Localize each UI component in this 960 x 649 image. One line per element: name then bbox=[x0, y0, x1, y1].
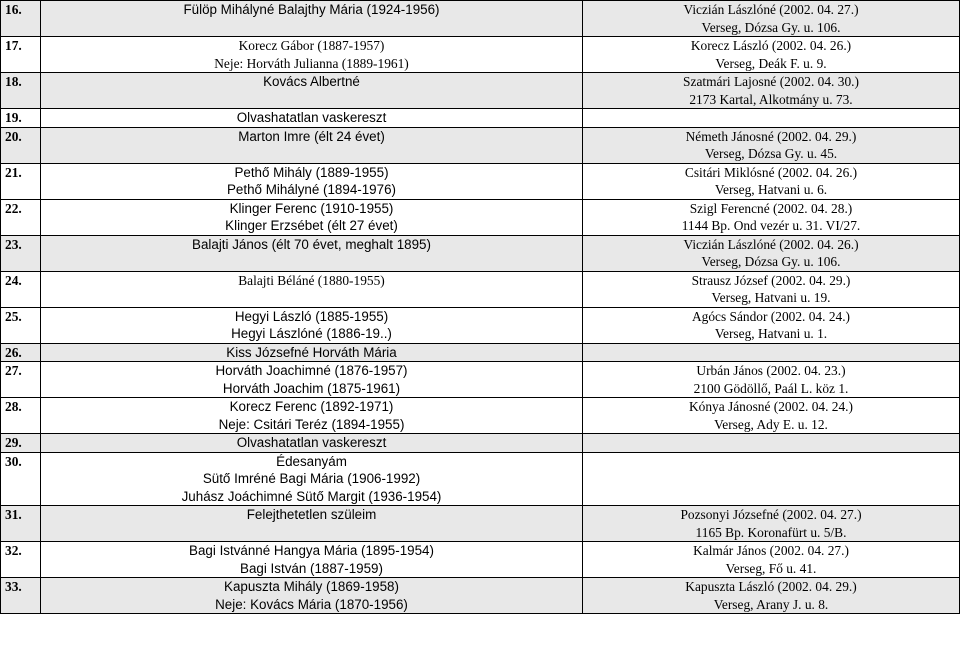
informant-line: 2173 Kartal, Alkotmány u. 73. bbox=[689, 91, 853, 107]
table-row bbox=[1, 37, 960, 73]
informant-line: Verseg, Ady E. u. 12. bbox=[714, 416, 828, 432]
informant-line: Németh Jánosné (2002. 04. 29.) bbox=[685, 128, 857, 144]
table-row bbox=[1, 506, 960, 542]
row-number-cell bbox=[1, 37, 41, 73]
deceased-cell bbox=[41, 398, 583, 434]
deceased-cell bbox=[41, 506, 583, 542]
informant-line: Szigl Ferencné (2002. 04. 28.) bbox=[689, 200, 853, 216]
row-number: 30. bbox=[5, 453, 22, 469]
deceased-cell bbox=[41, 37, 583, 73]
table-row bbox=[1, 343, 960, 362]
informant-line: Verseg, Dózsa Gy. u. 106. bbox=[701, 254, 841, 269]
table-row bbox=[1, 199, 960, 235]
informant-cell bbox=[583, 109, 960, 128]
deceased-cell bbox=[41, 109, 583, 128]
row-number-cell bbox=[1, 307, 41, 343]
informant-line: Verseg, Hatvani u. 1. bbox=[714, 326, 828, 341]
informant-cell bbox=[583, 1, 960, 37]
informant-line: Agócs Sándor (2002. 04. 24.) bbox=[691, 308, 851, 324]
row-number: 28. bbox=[5, 399, 22, 414]
informant-line: 1144 Bp. Ond vezér u. 31. VI/27. bbox=[681, 218, 861, 233]
informant-line: Verseg, Dózsa Gy. u. 106. bbox=[701, 19, 841, 35]
row-number-cell bbox=[1, 199, 41, 235]
row-number-cell bbox=[1, 506, 41, 542]
informant-line: Kalmár János (2002. 04. 27.) bbox=[693, 543, 849, 558]
informant-cell bbox=[583, 398, 960, 434]
deceased-line: Kiss Józsefné Horváth Mária bbox=[226, 344, 397, 360]
deceased-line: Korecz Ferenc (1892-1971) bbox=[229, 399, 394, 414]
row-number-cell bbox=[1, 434, 41, 453]
deceased-cell bbox=[41, 434, 583, 453]
deceased-line: Bagi István (1887-1959) bbox=[240, 560, 383, 576]
informant-cell bbox=[583, 163, 960, 199]
deceased-line: Pethő Mihályné (1894-1976) bbox=[227, 182, 396, 197]
table-row bbox=[1, 452, 960, 506]
deceased-cell bbox=[41, 127, 583, 163]
row-number: 24. bbox=[5, 272, 22, 288]
informant-cell bbox=[583, 343, 960, 362]
deceased-line: Neje: Kovács Mária (1870-1956) bbox=[215, 596, 408, 612]
deceased-line: Neje: Horváth Julianna (1889-1961) bbox=[214, 55, 409, 71]
row-number-cell bbox=[1, 163, 41, 199]
deceased-cell bbox=[41, 343, 583, 362]
table-row bbox=[1, 271, 960, 307]
table-row bbox=[1, 307, 960, 343]
row-number-cell bbox=[1, 343, 41, 362]
row-number: 21. bbox=[5, 164, 22, 180]
deceased-cell bbox=[41, 578, 583, 614]
deceased-cell bbox=[41, 362, 583, 398]
table-body bbox=[1, 1, 960, 614]
deceased-line: Korecz Gábor (1887-1957) bbox=[238, 38, 385, 53]
deceased-cell bbox=[41, 73, 583, 109]
table-row bbox=[1, 163, 960, 199]
informant-cell bbox=[583, 271, 960, 307]
deceased-line: Juhász Joáchimné Sütő Margit (1936-1954) bbox=[181, 488, 442, 504]
deceased-line: Kovács Albertné bbox=[263, 74, 360, 89]
row-number: 17. bbox=[5, 38, 22, 53]
informant-cell bbox=[583, 199, 960, 235]
row-number: 33. bbox=[5, 579, 22, 594]
deceased-line: Fülöp Mihályné Balajthy Mária (1924-1956) bbox=[183, 2, 440, 17]
informant-line: Verseg, Deák F. u. 9. bbox=[715, 55, 827, 71]
deceased-cell bbox=[41, 452, 583, 506]
row-number-cell bbox=[1, 127, 41, 163]
row-number-cell bbox=[1, 578, 41, 614]
table-row bbox=[1, 1, 960, 37]
table-row bbox=[1, 578, 960, 614]
deceased-cell bbox=[41, 235, 583, 271]
informant-cell bbox=[583, 542, 960, 578]
row-number: 22. bbox=[5, 200, 22, 216]
row-number-cell bbox=[1, 1, 41, 37]
informant-line: 2100 Gödöllő, Paál L. köz 1. bbox=[693, 380, 849, 396]
informant-line: Szatmári Lajosné (2002. 04. 30.) bbox=[683, 74, 859, 89]
row-number-cell bbox=[1, 542, 41, 578]
row-number: 16. bbox=[5, 2, 22, 17]
deceased-cell bbox=[41, 307, 583, 343]
informant-line: Kónya Jánosné (2002. 04. 24.) bbox=[688, 399, 853, 414]
informant-line: Strausz József (2002. 04. 29.) bbox=[691, 272, 851, 288]
deceased-line: Marton Imre (élt 24 évet) bbox=[238, 128, 385, 144]
informant-line: Kapuszta László (2002. 04. 29.) bbox=[685, 579, 857, 594]
deceased-line: Klinger Erzsébet (élt 27 évet) bbox=[225, 218, 398, 233]
informant-cell bbox=[583, 506, 960, 542]
informant-line: Verseg, Dózsa Gy. u. 45. bbox=[704, 146, 838, 161]
row-number: 20. bbox=[5, 128, 22, 144]
deceased-cell bbox=[41, 542, 583, 578]
deceased-line: Pethő Mihály (1889-1955) bbox=[234, 164, 389, 180]
informant-cell bbox=[583, 127, 960, 163]
table-row bbox=[1, 362, 960, 398]
row-number: 25. bbox=[5, 308, 22, 324]
deceased-line: Horváth Joachim (1875-1961) bbox=[222, 380, 401, 396]
informant-line: Viczián Lászlóné (2002. 04. 26.) bbox=[683, 236, 859, 252]
informant-cell bbox=[583, 307, 960, 343]
informant-cell bbox=[583, 434, 960, 453]
informant-cell bbox=[583, 452, 960, 506]
deceased-cell bbox=[41, 199, 583, 235]
deceased-line: Édesanyám bbox=[276, 453, 347, 469]
table-row bbox=[1, 235, 960, 271]
table-row bbox=[1, 398, 960, 434]
informant-line: Verseg, Arany J. u. 8. bbox=[713, 596, 829, 612]
informant-line: Viczián Lászlóné (2002. 04. 27.) bbox=[683, 2, 859, 17]
row-number: 29. bbox=[5, 435, 22, 450]
informant-line: Urbán János (2002. 04. 23.) bbox=[696, 363, 846, 378]
informant-cell bbox=[583, 578, 960, 614]
deceased-cell bbox=[41, 1, 583, 37]
row-number: 31. bbox=[5, 507, 22, 522]
deceased-line: Sütő Imréné Bagi Mária (1906-1992) bbox=[202, 471, 421, 486]
informant-line: 1165 Bp. Koronafürt u. 5/B. bbox=[695, 524, 847, 540]
informant-cell bbox=[583, 235, 960, 271]
informant-line: Verseg, Hatvani u. 6. bbox=[714, 182, 828, 197]
deceased-line: Hegyi Lászlóné (1886-19..) bbox=[231, 326, 392, 341]
deceased-line: Kapuszta Mihály (1869-1958) bbox=[224, 579, 399, 594]
informant-line: Verseg, Fő u. 41. bbox=[725, 560, 817, 576]
informant-line: Verseg, Hatvani u. 19. bbox=[711, 290, 831, 305]
deceased-line: Horváth Joachimné (1876-1957) bbox=[215, 363, 408, 378]
deceased-line: Balajti Béláné (1880-1955) bbox=[238, 272, 385, 288]
deceased-line: Hegyi László (1885-1955) bbox=[234, 308, 389, 324]
row-number-cell bbox=[1, 235, 41, 271]
informant-line: Csitári Miklósné (2002. 04. 26.) bbox=[684, 164, 858, 180]
informant-cell bbox=[583, 362, 960, 398]
table-row bbox=[1, 109, 960, 128]
deceased-line: Olvashatatlan vaskereszt bbox=[236, 435, 387, 450]
row-number-cell bbox=[1, 271, 41, 307]
table-row bbox=[1, 73, 960, 109]
deceased-line: Neje: Csitári Teréz (1894-1955) bbox=[218, 416, 405, 432]
row-number: 26. bbox=[5, 344, 22, 360]
row-number: 32. bbox=[5, 543, 22, 558]
deceased-cell bbox=[41, 271, 583, 307]
row-number: 19. bbox=[5, 110, 22, 125]
row-number: 18. bbox=[5, 74, 22, 89]
row-number-cell bbox=[1, 73, 41, 109]
row-number: 23. bbox=[5, 236, 22, 252]
table-row bbox=[1, 434, 960, 453]
deceased-line: Bagi Istvánné Hangya Mária (1895-1954) bbox=[189, 543, 434, 558]
row-number-cell bbox=[1, 398, 41, 434]
deceased-line: Olvashatatlan vaskereszt bbox=[236, 110, 387, 125]
informant-cell bbox=[583, 73, 960, 109]
table-row bbox=[1, 542, 960, 578]
informant-cell bbox=[583, 37, 960, 73]
deceased-line: Klinger Ferenc (1910-1955) bbox=[229, 200, 394, 216]
informant-line: Pozsonyi Józsefné (2002. 04. 27.) bbox=[680, 507, 862, 522]
row-number-cell bbox=[1, 362, 41, 398]
row-number-cell bbox=[1, 109, 41, 128]
row-number: 27. bbox=[5, 363, 22, 378]
table-row bbox=[1, 127, 960, 163]
row-number-cell bbox=[1, 452, 41, 506]
deceased-line: Felejthetetlen szüleim bbox=[246, 507, 377, 522]
informant-line: Korecz László (2002. 04. 26.) bbox=[690, 38, 852, 53]
deceased-line: Balajti János (élt 70 évet, meghalt 1895) bbox=[192, 236, 431, 252]
deceased-cell bbox=[41, 163, 583, 199]
